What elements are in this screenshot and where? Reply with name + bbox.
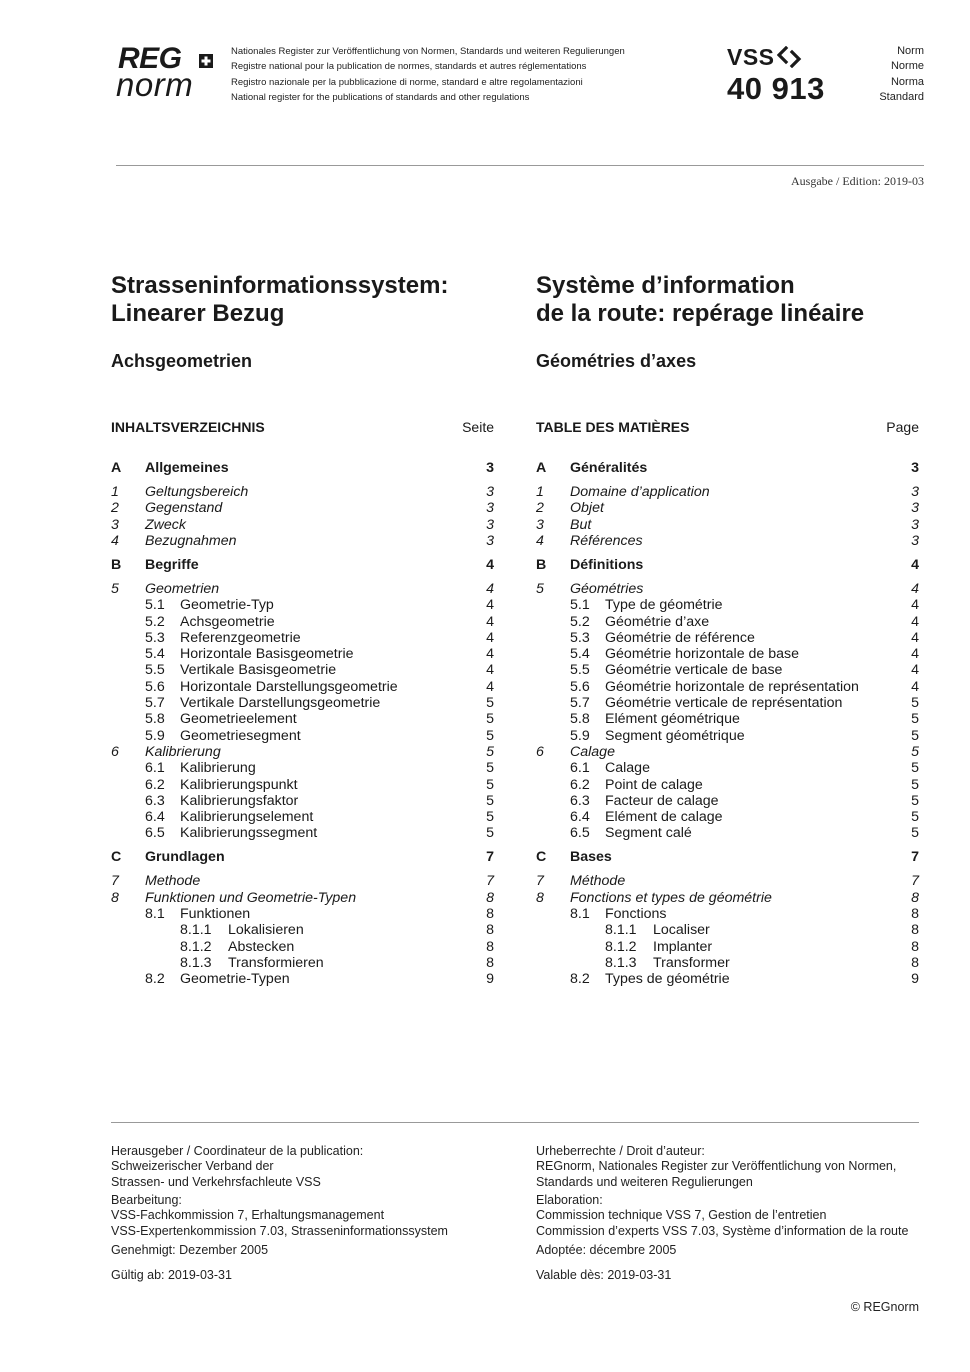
- toc-number: 5.3: [570, 629, 590, 646]
- register-line-de: Nationales Register zur Veröffentlichung von Normen, Standards und weiteren Regulierungen: [231, 46, 625, 57]
- toc-number: 8.1.3: [180, 954, 212, 971]
- toc-page: 5: [486, 727, 494, 744]
- toc-number: 5: [111, 580, 119, 597]
- toc-page: 5: [911, 743, 919, 760]
- elaboration-block: [536, 1193, 908, 1239]
- doctype-fr: Norme: [890, 60, 924, 73]
- document-subtitle-fr: Géométries d’axes: [536, 351, 697, 371]
- toc-title: Type de géométrie: [605, 597, 723, 614]
- toc-title: Zweck: [145, 516, 186, 533]
- toc-title: Grundlagen: [145, 849, 225, 866]
- toc-number: 5: [536, 580, 544, 597]
- toc-chapter: [111, 517, 494, 533]
- toc-title: Types de géométrie: [605, 971, 730, 988]
- toc-chapter: [536, 873, 919, 889]
- toc-title: Allgemeines: [145, 460, 229, 476]
- toc-page: 4: [486, 662, 494, 679]
- toc-subentry: [111, 646, 494, 662]
- toc-title: Gegenstand: [145, 500, 223, 517]
- toc-number: 1: [536, 484, 544, 500]
- toc-number: 7: [536, 873, 544, 890]
- toc-number: 8.1: [145, 906, 165, 922]
- toc-title: Elément de calage: [605, 809, 723, 826]
- register-line-fr: Registre national pour la publication de normes, standards et autres réglementations: [231, 61, 587, 73]
- toc-label: TABLE DES MATIÈRES: [536, 419, 690, 435]
- doctype-de: Norm: [897, 45, 924, 57]
- toc-chapter: [111, 484, 494, 500]
- toc-section: [536, 460, 919, 476]
- toc-number: 8.2: [570, 971, 590, 988]
- toc-number: 4: [536, 532, 544, 549]
- toc-title: Achsgeometrie: [180, 613, 275, 630]
- toc-number: 8.2: [145, 971, 165, 988]
- standard-number: 40 913: [727, 71, 825, 106]
- toc-title: Calage: [605, 760, 650, 777]
- title-line-2: de la route: repérage linéaire: [536, 300, 865, 327]
- toc-number: 5.3: [145, 629, 165, 646]
- toc-number: 8.1: [570, 906, 590, 922]
- editing-block: [111, 1193, 448, 1239]
- toc-page-label: Seite: [462, 419, 494, 435]
- toc-page: 5: [911, 792, 919, 809]
- toc-title: But: [570, 516, 592, 533]
- toc-page: 4: [911, 597, 919, 614]
- toc-title: Point de calage: [605, 776, 703, 793]
- toc-title: Transformer: [653, 954, 730, 971]
- toc-number: 6.1: [570, 760, 590, 777]
- toc-page: 8: [911, 954, 919, 971]
- toc-title: Géométrie horizontale de base: [605, 646, 800, 663]
- toc-number: 5.6: [145, 678, 165, 695]
- toc-chapter: [111, 533, 494, 549]
- toc-page: 5: [911, 727, 919, 744]
- toc-number: A: [536, 460, 547, 476]
- register-description: [231, 44, 625, 105]
- toc-page: 3: [486, 516, 494, 533]
- editing-label: Bearbeitung:: [111, 1193, 182, 1207]
- toc-page: 5: [911, 776, 919, 793]
- toc-title: Définitions: [570, 556, 644, 573]
- toc-title: Géométrie verticale de base: [605, 662, 783, 679]
- vss-arrows-icon: [777, 46, 803, 68]
- toc-subentry: [111, 662, 494, 678]
- toc-title: Généralités: [570, 460, 648, 476]
- toc-title: Segment calé: [605, 825, 692, 842]
- toc-subentry: [536, 614, 919, 630]
- toc-title: Domaine d’application: [570, 484, 710, 500]
- toc-page: 5: [486, 792, 494, 809]
- toc-page: 4: [486, 629, 494, 646]
- toc-number: C: [536, 849, 547, 866]
- toc-number: B: [536, 556, 547, 573]
- toc-number: 8.1.2: [180, 938, 212, 955]
- toc-title: Kalibrierungsfaktor: [180, 792, 299, 809]
- register-line-it: Registro nazionale per la pubblicazione di norme, standard e altre regolamentazioni: [231, 76, 583, 88]
- toc-title: Vertikale Darstellungsgeometrie: [180, 695, 381, 711]
- toc-subentry: [536, 662, 919, 678]
- toc-number: 6.1: [145, 760, 165, 777]
- toc-title: Fonctions et types de géométrie: [570, 889, 772, 906]
- toc-subentry: [111, 825, 494, 841]
- footer-divider: [111, 1122, 919, 1123]
- toc-page: 8: [486, 938, 494, 955]
- toc-title: Geometrieelement: [180, 711, 297, 728]
- toc-page: 3: [486, 532, 494, 549]
- toc-number: 6: [111, 743, 119, 760]
- toc-number: 8: [536, 889, 544, 906]
- toc-page: 5: [911, 809, 919, 826]
- toc-title: Localiser: [653, 922, 710, 939]
- toc-number: 7: [111, 873, 119, 890]
- toc-subentry: [111, 614, 494, 630]
- toc-page: 5: [486, 695, 494, 711]
- toc-number: A: [111, 460, 122, 476]
- toc-subentry: [111, 679, 494, 695]
- publisher-block: [111, 1144, 363, 1190]
- toc-page: 4: [911, 646, 919, 663]
- toc-title: Lokalisieren: [228, 922, 304, 939]
- toc-number: C: [111, 849, 122, 866]
- regnorm-logo: [116, 44, 216, 104]
- toc-page: 4: [911, 556, 919, 573]
- toc-number: 5.4: [570, 646, 590, 663]
- doctype-en: Standard: [879, 90, 924, 103]
- toc-number: 5.5: [570, 662, 590, 679]
- vss-standard-number: [727, 44, 837, 108]
- toc-title: Méthode: [570, 873, 626, 890]
- copyright-line: Standards und weiteren Regulierungen: [536, 1174, 753, 1189]
- toc-page: 5: [486, 776, 494, 793]
- toc-subentry: [536, 922, 919, 938]
- toc-title: Références: [570, 532, 643, 549]
- toc-subentry: [111, 922, 494, 938]
- toc-page: 9: [911, 971, 919, 988]
- toc-chapter: [111, 581, 494, 597]
- toc-number: 5.1: [570, 597, 590, 614]
- toc-number: 3: [536, 516, 544, 533]
- toc-title: Bezugnahmen: [145, 532, 237, 549]
- toc-title: Elément géométrique: [605, 711, 740, 728]
- publisher-label: Herausgeber / Coordinateur de la publication:: [111, 1144, 364, 1158]
- toc-subentry: [111, 906, 494, 922]
- toc-page: 3: [911, 532, 919, 549]
- toc-page: 5: [486, 809, 494, 826]
- toc-chapter: [536, 517, 919, 533]
- toc-number: 5.9: [145, 727, 165, 744]
- toc-number: 5.2: [570, 613, 590, 630]
- edition-date: Ausgabe / Edition: 2019-03: [791, 174, 924, 188]
- toc-subentry: [536, 630, 919, 646]
- toc-number: 5.2: [145, 613, 165, 630]
- elaboration-line: Commission technique VSS 7, Gestion de l’entretien: [536, 1208, 827, 1223]
- toc-page: 4: [911, 678, 919, 695]
- toc-page: 7: [486, 849, 494, 866]
- logo-norm-text: norm: [116, 66, 194, 103]
- toc-title: Géométrie d’axe: [605, 613, 710, 630]
- elaboration-label: Elaboration:: [536, 1193, 603, 1207]
- toc-subentry: [111, 971, 494, 987]
- toc-subentry: [111, 711, 494, 727]
- copyright-block: [536, 1144, 896, 1190]
- toc-page: 5: [911, 695, 919, 711]
- logo-reg-text: REG: [118, 42, 182, 75]
- toc-page: 9: [486, 971, 494, 988]
- toc-subentry: [111, 728, 494, 744]
- toc-subentry: [536, 777, 919, 793]
- copyright-line: REGnorm, Nationales Register zur Veröffentlichung von Normen,: [536, 1159, 897, 1174]
- toc-subentry: [536, 939, 919, 955]
- toc-number: 4: [111, 532, 119, 549]
- toc-title: Horizontale Darstellungsgeometrie: [180, 678, 398, 695]
- toc-number: 6.5: [145, 825, 165, 842]
- doctype-it: Norma: [890, 75, 924, 88]
- toc-label: INHALTSVERZEICHNIS: [111, 419, 265, 435]
- toc-section: [111, 849, 494, 865]
- adopted-date-fr: Adoptée: décembre 2005: [536, 1243, 677, 1257]
- toc-section: [111, 460, 494, 476]
- valid-date-de: Gültig ab: 2019-03-31: [111, 1268, 232, 1282]
- toc-page: 8: [486, 906, 494, 922]
- toc-subentry: [536, 679, 919, 695]
- toc-number: 5.5: [145, 662, 165, 679]
- toc-page: 8: [911, 889, 919, 906]
- toc-subentry: [536, 906, 919, 922]
- toc-chapter: [536, 890, 919, 906]
- toc-page: 8: [486, 954, 494, 971]
- toc-number: 5.9: [570, 727, 590, 744]
- copyright-label: Urheberrechte / Droit d’auteur:: [536, 1144, 705, 1158]
- toc-title: Begriffe: [145, 556, 199, 573]
- swiss-cross-icon: [199, 54, 213, 68]
- toc-title: Géométrie de référence: [605, 629, 755, 646]
- document-title-fr: [536, 272, 864, 328]
- document-subtitle-de: Achsgeometrien: [111, 351, 253, 371]
- toc-page: 5: [486, 743, 494, 760]
- toc-subentry: [111, 939, 494, 955]
- toc-page: 8: [911, 922, 919, 939]
- toc-number: 5.8: [570, 711, 590, 728]
- toc-page-label: Page: [886, 419, 919, 435]
- toc-page: 5: [486, 711, 494, 728]
- toc-page: 3: [486, 460, 494, 476]
- toc-page: 3: [486, 500, 494, 517]
- toc-title: Methode: [145, 873, 201, 890]
- toc-page: 4: [486, 580, 494, 597]
- toc-title: Geometrie-Typ: [180, 597, 274, 614]
- toc-page: 4: [911, 613, 919, 630]
- toc-page: 4: [486, 556, 494, 573]
- toc-subentry: [536, 955, 919, 971]
- elaboration-line: Commission d’experts VSS 7.03, Système d’information de la route: [536, 1223, 909, 1238]
- toc-number: 1: [111, 484, 119, 500]
- toc-page: 5: [486, 825, 494, 842]
- toc-title: Objet: [570, 500, 604, 517]
- toc-number: 6.2: [570, 776, 590, 793]
- toc-title: Géométrie verticale de représentation: [605, 695, 843, 711]
- toc-number: 6.2: [145, 776, 165, 793]
- toc-title: Calage: [570, 743, 615, 760]
- toc-subentry: [111, 630, 494, 646]
- toc-title: Kalibrierung: [145, 743, 221, 760]
- toc-title: Geometrien: [145, 580, 220, 597]
- toc-number: 6.4: [570, 809, 590, 826]
- toc-number: 8.1.1: [605, 922, 637, 939]
- toc-page: 3: [911, 460, 919, 476]
- title-line-1: Strasseninformationssystem:: [111, 272, 449, 299]
- toc-subentry: [111, 695, 494, 711]
- toc-number: 6.3: [145, 792, 165, 809]
- toc-title: Transformieren: [228, 954, 324, 971]
- toc-page: 8: [911, 906, 919, 922]
- toc-page: 4: [911, 662, 919, 679]
- toc-number: 8.1.3: [605, 954, 637, 971]
- toc-number: 5.7: [570, 695, 590, 711]
- toc-title: Segment géométrique: [605, 727, 745, 744]
- toc-title: Géométrie horizontale de représentation: [605, 678, 859, 695]
- toc-number: 2: [536, 500, 544, 517]
- toc-title: Geometriesegment: [180, 727, 301, 744]
- toc-number: 6.3: [570, 792, 590, 809]
- toc-page: 3: [911, 484, 919, 500]
- toc-chapter: [536, 744, 919, 760]
- title-line-1: Système d’information: [536, 272, 795, 299]
- toc-title: Horizontale Basisgeometrie: [180, 646, 354, 663]
- editing-line: VSS-Fachkommission 7, Erhaltungsmanagement: [111, 1208, 385, 1223]
- publisher-line: Schweizerischer Verband der: [111, 1159, 274, 1174]
- toc-subentry: [536, 695, 919, 711]
- toc-title: Bases: [570, 849, 612, 866]
- toc-title: Referenzgeometrie: [180, 629, 301, 646]
- toc-number: 5.7: [145, 695, 165, 711]
- toc-section: [536, 849, 919, 865]
- toc-title: Funktionen: [180, 906, 251, 922]
- toc-number: 8.1.2: [605, 938, 637, 955]
- toc-page: 3: [911, 516, 919, 533]
- toc-subentry: [111, 597, 494, 613]
- toc-subentry: [536, 597, 919, 613]
- toc-subentry: [111, 760, 494, 776]
- toc-number: 3: [111, 516, 119, 533]
- toc-subentry: [111, 955, 494, 971]
- toc-section: [111, 557, 494, 573]
- toc-page: 8: [911, 938, 919, 955]
- valid-date-fr: Valable dès: 2019-03-31: [536, 1268, 672, 1282]
- toc-page: 7: [911, 873, 919, 890]
- copyright-mark: © REGnorm: [850, 1300, 919, 1314]
- toc-page: 4: [486, 597, 494, 614]
- document-type: [879, 44, 924, 105]
- toc-title: Geometrie-Typen: [180, 971, 290, 988]
- toc-title: Vertikale Basisgeometrie: [180, 662, 337, 679]
- toc-chapter: [111, 873, 494, 889]
- toc-subentry: [536, 809, 919, 825]
- toc-title: Géométries: [570, 580, 644, 597]
- toc-title: Fonctions: [605, 906, 667, 922]
- toc-title: Kalibrierungssegment: [180, 825, 318, 842]
- toc-title: Kalibrierungspunkt: [180, 776, 298, 793]
- toc-number: 2: [111, 500, 119, 517]
- toc-number: 8.1.1: [180, 922, 212, 939]
- toc-subentry: [111, 793, 494, 809]
- toc-section: [536, 557, 919, 573]
- toc-number: 5.8: [145, 711, 165, 728]
- toc-title: Funktionen und Geometrie-Typen: [145, 889, 357, 906]
- toc-number: 5.4: [145, 646, 165, 663]
- toc-number: 6.5: [570, 825, 590, 842]
- toc-chapter: [111, 744, 494, 760]
- toc-chapter: [536, 581, 919, 597]
- toc-page: 4: [486, 678, 494, 695]
- toc-page: 5: [911, 711, 919, 728]
- toc-chapter: [536, 484, 919, 500]
- toc-title: Facteur de calage: [605, 792, 719, 809]
- toc-subentry: [536, 760, 919, 776]
- toc-number: 5.1: [145, 597, 165, 614]
- approved-date-de: Genehmigt: Dezember 2005: [111, 1243, 269, 1257]
- toc-number: 8: [111, 889, 119, 906]
- toc-page: 7: [486, 873, 494, 890]
- toc-subentry: [536, 646, 919, 662]
- toc-title: Kalibrierung: [180, 760, 256, 777]
- toc-page: 3: [486, 484, 494, 500]
- toc-page: 8: [486, 889, 494, 906]
- toc-number: B: [111, 556, 122, 573]
- register-line-en: National register for the publications of standards and other regulations: [231, 91, 530, 103]
- toc-subentry: [536, 711, 919, 727]
- toc-chapter: [111, 890, 494, 906]
- toc-page: 5: [911, 760, 919, 777]
- toc-title: Geltungsbereich: [145, 484, 249, 500]
- toc-page: 4: [486, 646, 494, 663]
- toc-page: 7: [911, 849, 919, 866]
- toc-number: 6: [536, 743, 544, 760]
- toc-chapter: [111, 500, 494, 516]
- toc-page: 4: [911, 629, 919, 646]
- toc-subentry: [536, 793, 919, 809]
- toc-subentry: [536, 825, 919, 841]
- toc-chapter: [536, 533, 919, 549]
- publisher-line: Strassen- und Verkehrsfachleute VSS: [111, 1174, 321, 1189]
- toc-subentry: [536, 728, 919, 744]
- toc-page: 8: [486, 922, 494, 939]
- toc-page: 5: [911, 825, 919, 842]
- toc-subentry: [111, 809, 494, 825]
- editing-line: VSS-Expertenkommission 7.03, Strasseninformationssystem: [111, 1223, 448, 1238]
- toc-number: 5.6: [570, 678, 590, 695]
- toc-page: 4: [911, 580, 919, 597]
- vss-word: VSS: [727, 44, 775, 70]
- toc-page: 4: [486, 613, 494, 630]
- toc-chapter: [536, 500, 919, 516]
- toc-title: Abstecken: [228, 938, 295, 955]
- document-title-de: [111, 272, 448, 328]
- header-divider: [116, 165, 924, 166]
- toc-subentry: [111, 777, 494, 793]
- toc-page: 5: [486, 760, 494, 777]
- toc-title: Implanter: [653, 938, 713, 955]
- toc-subentry: [536, 971, 919, 987]
- toc-number: 6.4: [145, 809, 165, 826]
- toc-page: 3: [911, 500, 919, 517]
- toc-title: Kalibrierungselement: [180, 809, 314, 826]
- title-line-2: Linearer Bezug: [111, 300, 285, 327]
